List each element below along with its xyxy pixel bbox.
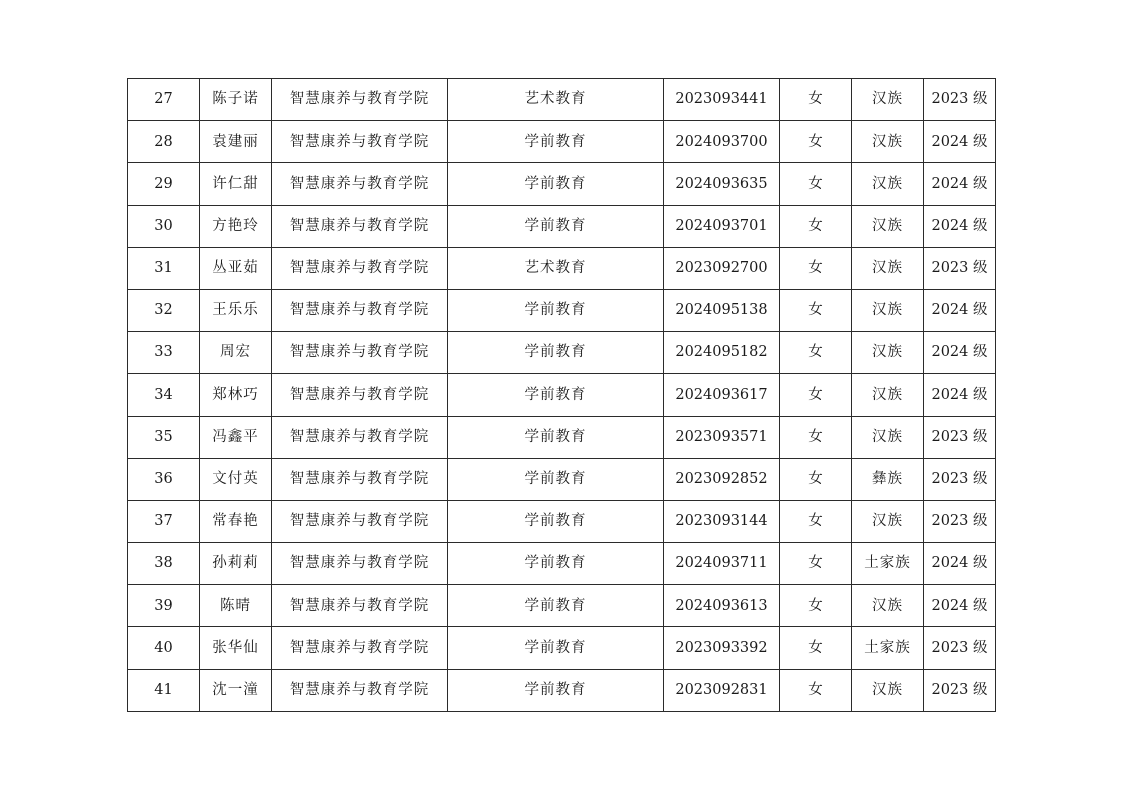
cell-college: 智慧康养与教育学院 — [272, 79, 448, 121]
cell-number: 32 — [128, 289, 200, 331]
cell-grade: 2024 级 — [924, 121, 996, 163]
cell-number: 35 — [128, 416, 200, 458]
table-row — [128, 458, 996, 500]
table-row — [128, 416, 996, 458]
cell-college: 智慧康养与教育学院 — [272, 627, 448, 669]
table-row — [128, 247, 996, 289]
cell-college: 智慧康养与教育学院 — [272, 163, 448, 205]
cell-college: 智慧康养与教育学院 — [272, 500, 448, 542]
cell-gender: 女 — [780, 332, 852, 374]
cell-name: 沈一潼 — [200, 669, 272, 711]
cell-gender: 女 — [780, 289, 852, 331]
cell-gender: 女 — [780, 416, 852, 458]
cell-college: 智慧康养与教育学院 — [272, 332, 448, 374]
cell-college: 智慧康养与教育学院 — [272, 543, 448, 585]
table-row — [128, 289, 996, 331]
cell-name: 袁建丽 — [200, 121, 272, 163]
cell-gender: 女 — [780, 205, 852, 247]
cell-name: 王乐乐 — [200, 289, 272, 331]
cell-name: 常春艳 — [200, 500, 272, 542]
cell-student-id: 2024095138 — [664, 289, 780, 331]
cell-grade: 2024 级 — [924, 374, 996, 416]
cell-student-id: 2023093392 — [664, 627, 780, 669]
cell-grade: 2023 级 — [924, 669, 996, 711]
cell-number: 40 — [128, 627, 200, 669]
cell-gender: 女 — [780, 500, 852, 542]
cell-name: 陈子诺 — [200, 79, 272, 121]
cell-grade: 2024 级 — [924, 543, 996, 585]
cell-student-id: 2023093144 — [664, 500, 780, 542]
table-row — [128, 121, 996, 163]
table-row — [128, 585, 996, 627]
cell-number: 36 — [128, 458, 200, 500]
table-row — [128, 163, 996, 205]
cell-major: 学前教育 — [448, 163, 664, 205]
cell-name: 方艳玲 — [200, 205, 272, 247]
cell-ethnicity: 汉族 — [852, 163, 924, 205]
cell-gender: 女 — [780, 543, 852, 585]
student-roster-table — [127, 78, 996, 712]
cell-major: 学前教育 — [448, 585, 664, 627]
cell-major: 学前教育 — [448, 458, 664, 500]
cell-name: 冯鑫平 — [200, 416, 272, 458]
cell-grade: 2023 级 — [924, 247, 996, 289]
cell-ethnicity: 汉族 — [852, 585, 924, 627]
table-row — [128, 332, 996, 374]
cell-ethnicity: 汉族 — [852, 669, 924, 711]
cell-ethnicity: 土家族 — [852, 543, 924, 585]
cell-gender: 女 — [780, 121, 852, 163]
cell-ethnicity: 汉族 — [852, 500, 924, 542]
cell-grade: 2023 级 — [924, 500, 996, 542]
cell-student-id: 2023092700 — [664, 247, 780, 289]
cell-student-id: 2024093701 — [664, 205, 780, 247]
table-row — [128, 374, 996, 416]
cell-number: 37 — [128, 500, 200, 542]
cell-student-id: 2024093635 — [664, 163, 780, 205]
cell-grade: 2024 级 — [924, 289, 996, 331]
cell-ethnicity: 彝族 — [852, 458, 924, 500]
cell-gender: 女 — [780, 247, 852, 289]
cell-student-id: 2023092831 — [664, 669, 780, 711]
cell-gender: 女 — [780, 374, 852, 416]
cell-college: 智慧康养与教育学院 — [272, 121, 448, 163]
cell-number: 30 — [128, 205, 200, 247]
cell-major: 学前教育 — [448, 374, 664, 416]
cell-major: 学前教育 — [448, 416, 664, 458]
cell-number: 38 — [128, 543, 200, 585]
cell-gender: 女 — [780, 163, 852, 205]
cell-gender: 女 — [780, 79, 852, 121]
cell-grade: 2024 级 — [924, 585, 996, 627]
cell-major: 学前教育 — [448, 543, 664, 585]
cell-student-id: 2024095182 — [664, 332, 780, 374]
cell-gender: 女 — [780, 669, 852, 711]
cell-major: 学前教育 — [448, 500, 664, 542]
cell-grade: 2023 级 — [924, 627, 996, 669]
cell-name: 孙莉莉 — [200, 543, 272, 585]
cell-college: 智慧康养与教育学院 — [272, 458, 448, 500]
cell-ethnicity: 土家族 — [852, 627, 924, 669]
cell-grade: 2024 级 — [924, 332, 996, 374]
cell-student-id: 2024093613 — [664, 585, 780, 627]
cell-major: 学前教育 — [448, 627, 664, 669]
cell-major: 学前教育 — [448, 332, 664, 374]
cell-student-id: 2024093711 — [664, 543, 780, 585]
cell-name: 陈晴 — [200, 585, 272, 627]
cell-college: 智慧康养与教育学院 — [272, 669, 448, 711]
cell-name: 周宏 — [200, 332, 272, 374]
roster-body — [128, 79, 996, 712]
cell-number: 27 — [128, 79, 200, 121]
cell-college: 智慧康养与教育学院 — [272, 374, 448, 416]
cell-name: 文付英 — [200, 458, 272, 500]
cell-grade: 2024 级 — [924, 163, 996, 205]
table-row — [128, 500, 996, 542]
cell-name: 许仁甜 — [200, 163, 272, 205]
cell-number: 39 — [128, 585, 200, 627]
cell-number: 28 — [128, 121, 200, 163]
cell-grade: 2024 级 — [924, 205, 996, 247]
cell-ethnicity: 汉族 — [852, 374, 924, 416]
cell-ethnicity: 汉族 — [852, 332, 924, 374]
cell-college: 智慧康养与教育学院 — [272, 416, 448, 458]
cell-college: 智慧康养与教育学院 — [272, 289, 448, 331]
cell-number: 41 — [128, 669, 200, 711]
cell-grade: 2023 级 — [924, 416, 996, 458]
cell-student-id: 2023093441 — [664, 79, 780, 121]
cell-gender: 女 — [780, 585, 852, 627]
cell-student-id: 2024093700 — [664, 121, 780, 163]
table-row — [128, 205, 996, 247]
cell-major: 学前教育 — [448, 669, 664, 711]
cell-number: 34 — [128, 374, 200, 416]
cell-name: 郑林巧 — [200, 374, 272, 416]
cell-major: 学前教育 — [448, 121, 664, 163]
cell-student-id: 2024093617 — [664, 374, 780, 416]
cell-college: 智慧康养与教育学院 — [272, 205, 448, 247]
cell-number: 29 — [128, 163, 200, 205]
cell-college: 智慧康养与教育学院 — [272, 247, 448, 289]
cell-number: 31 — [128, 247, 200, 289]
cell-major: 艺术教育 — [448, 247, 664, 289]
cell-grade: 2023 级 — [924, 458, 996, 500]
cell-major: 学前教育 — [448, 289, 664, 331]
cell-grade: 2023 级 — [924, 79, 996, 121]
cell-name: 张华仙 — [200, 627, 272, 669]
cell-student-id: 2023092852 — [664, 458, 780, 500]
cell-name: 丛亚茹 — [200, 247, 272, 289]
cell-ethnicity: 汉族 — [852, 289, 924, 331]
cell-college: 智慧康养与教育学院 — [272, 585, 448, 627]
cell-major: 学前教育 — [448, 205, 664, 247]
cell-gender: 女 — [780, 458, 852, 500]
cell-student-id: 2023093571 — [664, 416, 780, 458]
table-row — [128, 627, 996, 669]
cell-gender: 女 — [780, 627, 852, 669]
cell-number: 33 — [128, 332, 200, 374]
table-row — [128, 543, 996, 585]
cell-major: 艺术教育 — [448, 79, 664, 121]
cell-ethnicity: 汉族 — [852, 416, 924, 458]
table-row — [128, 669, 996, 711]
cell-ethnicity: 汉族 — [852, 205, 924, 247]
cell-ethnicity: 汉族 — [852, 121, 924, 163]
cell-ethnicity: 汉族 — [852, 247, 924, 289]
cell-ethnicity: 汉族 — [852, 79, 924, 121]
table-row — [128, 79, 996, 121]
